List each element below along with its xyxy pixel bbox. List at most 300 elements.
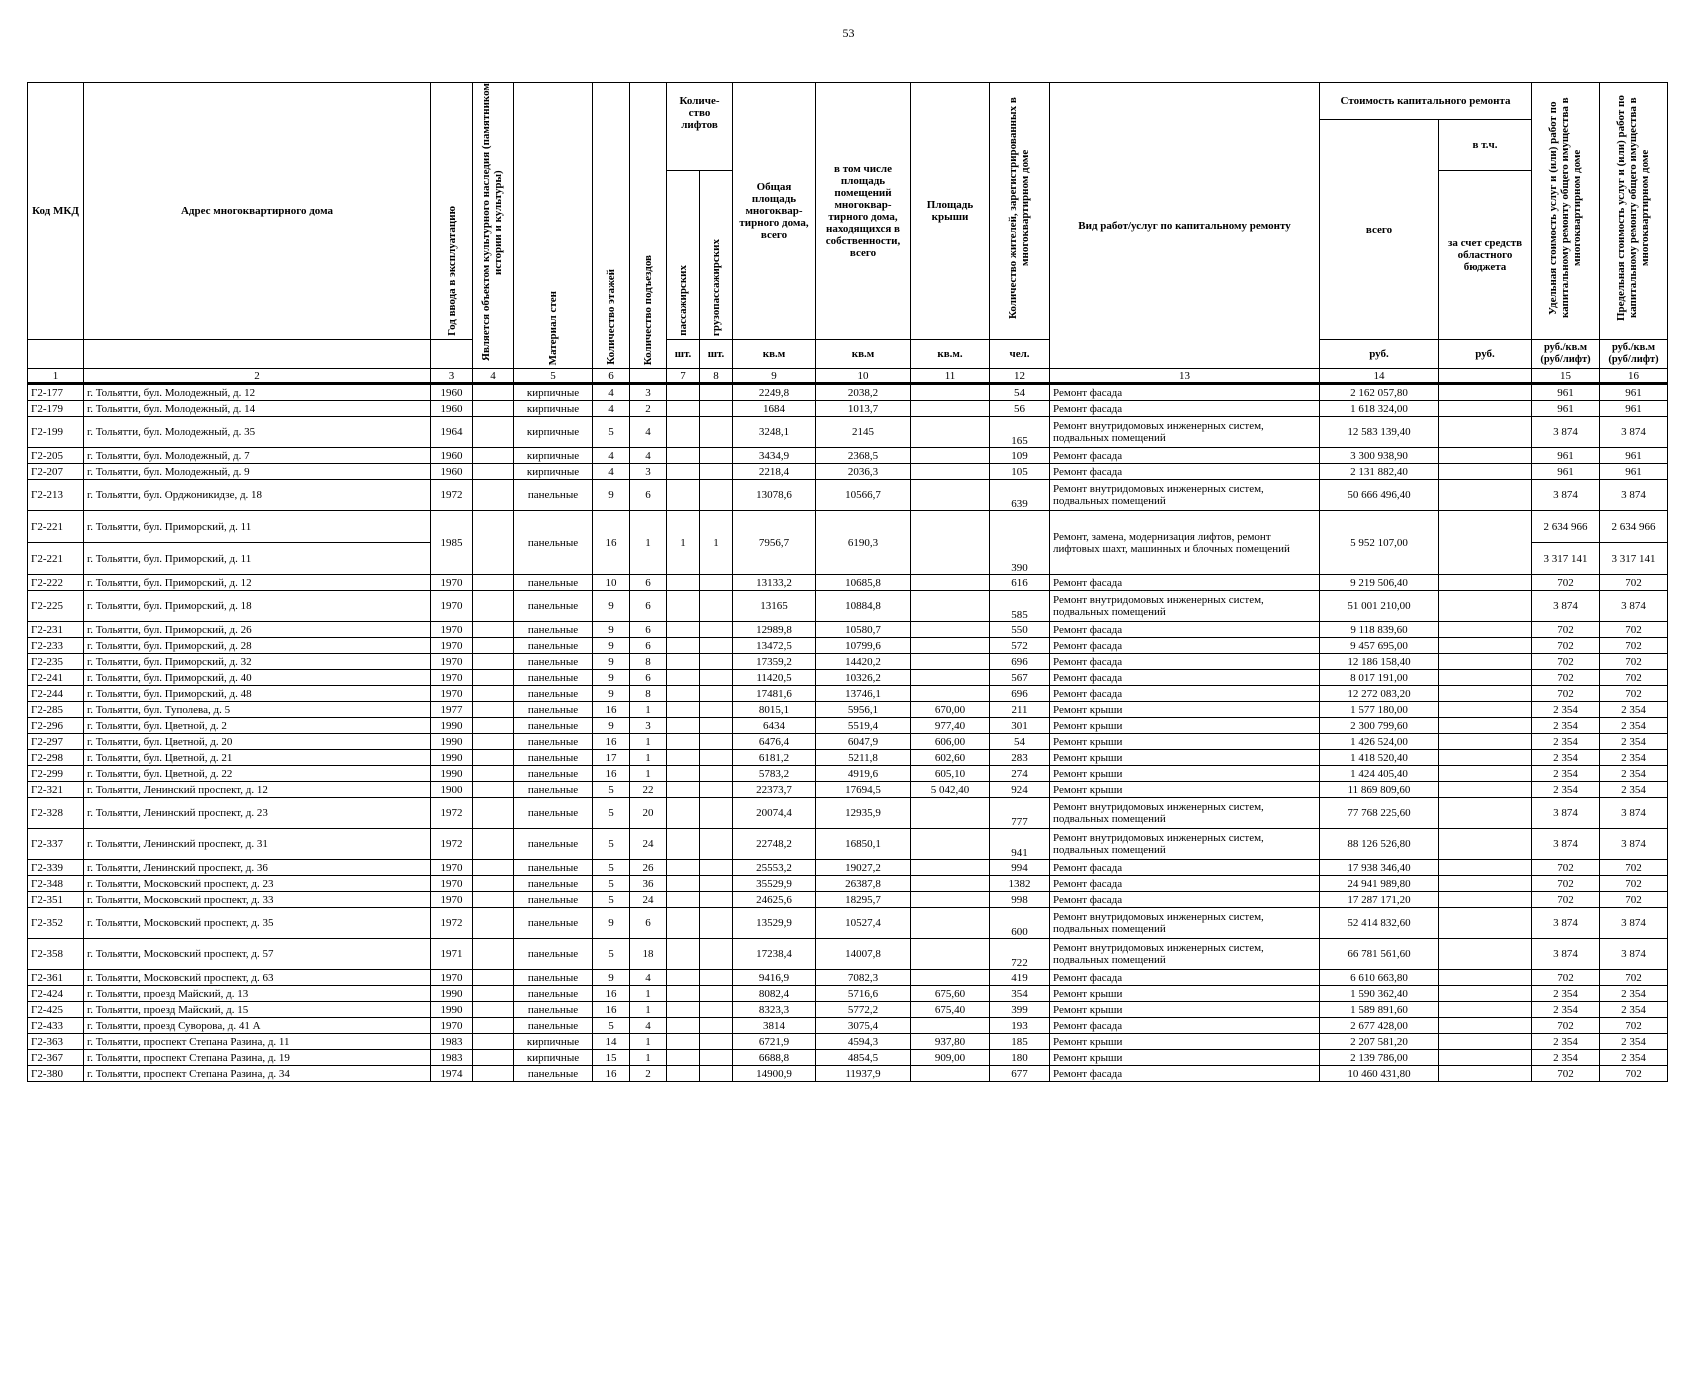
cell-lifts-pass — [667, 829, 700, 860]
cell-work-type: Ремонт внутридомовых инженерных систем, подвальных помещений — [1050, 908, 1320, 939]
cell-residents: 185 — [990, 1034, 1050, 1050]
cell-unit-cost: 2 354 — [1532, 750, 1600, 766]
cell-year: 1960 — [431, 464, 473, 480]
cell-roof-area: 977,40 — [911, 718, 990, 734]
cell-floors: 5 — [593, 892, 630, 908]
header-residents: Количество жителей, зарегистрированных в многоквартирном доме — [1006, 97, 1031, 319]
cell-lifts-cargo — [700, 591, 733, 622]
table-row — [28, 401, 1668, 417]
cell-walls: панельные — [514, 670, 593, 686]
cell-entrances: 3 — [630, 464, 667, 480]
cell-year: 1970 — [431, 638, 473, 654]
cell-cost-regional — [1439, 829, 1532, 860]
cell-owned-area: 5772,2 — [816, 1002, 911, 1018]
cell-unit-cost: 702 — [1532, 575, 1600, 591]
cell-floors: 9 — [593, 654, 630, 670]
table-row — [28, 638, 1668, 654]
cell-address: г. Тольятти, проезд Майский, д. 15 — [84, 1002, 431, 1018]
cell-code: Г2-296 — [28, 718, 84, 734]
cell-unit-cost: 2 354 — [1532, 734, 1600, 750]
cell-floors: 16 — [593, 1002, 630, 1018]
cell-year: 1970 — [431, 970, 473, 986]
cell-roof-area — [911, 829, 990, 860]
cell-max-cost: 702 — [1600, 876, 1668, 892]
table-row — [28, 782, 1668, 798]
cell-owned-area: 6190,3 — [816, 511, 911, 575]
table-row — [28, 654, 1668, 670]
cell-unit-cost: 961 — [1532, 401, 1600, 417]
cell-max-cost: 702 — [1600, 686, 1668, 702]
cell-walls: кирпичные — [514, 1050, 593, 1066]
cell-lifts-pass — [667, 798, 700, 829]
cell-unit-cost: 961 — [1532, 464, 1600, 480]
cell-code: Г2-241 — [28, 670, 84, 686]
header-lifts: Количе-ство лифтов — [667, 83, 733, 171]
cell-owned-area: 10566,7 — [816, 480, 911, 511]
cell-unit-cost: 702 — [1532, 686, 1600, 702]
cell-unit-cost: 702 — [1532, 670, 1600, 686]
unit-per-sqm-1: руб./кв.м (руб/лифт) — [1532, 340, 1600, 369]
cell-total-area: 6434 — [733, 718, 816, 734]
table-row — [28, 860, 1668, 876]
cell-heritage — [473, 860, 514, 876]
cell-residents: 639 — [990, 480, 1050, 511]
cell-heritage — [473, 1018, 514, 1034]
cell-lifts-cargo — [700, 782, 733, 798]
cell-cost-total: 9 118 839,60 — [1320, 622, 1439, 638]
cell-max-cost: 2 354 — [1600, 734, 1668, 750]
cell-total-area: 22373,7 — [733, 782, 816, 798]
unit-per-sqm-2: руб./кв.м (руб/лифт) — [1600, 340, 1668, 369]
cell-residents: 696 — [990, 654, 1050, 670]
cell-max-cost: 961 — [1600, 384, 1668, 401]
cell-code: Г2-233 — [28, 638, 84, 654]
cell-total-area: 7956,7 — [733, 511, 816, 575]
cell-cost-total: 12 583 139,40 — [1320, 417, 1439, 448]
cell-total-area: 6476,4 — [733, 734, 816, 750]
cell-lifts-cargo — [700, 401, 733, 417]
cell-owned-area: 5519,4 — [816, 718, 911, 734]
table-row — [28, 417, 1668, 448]
cell-address: г. Тольятти, бул. Приморский, д. 32 — [84, 654, 431, 670]
cell-floors: 9 — [593, 718, 630, 734]
col-number: 5 — [514, 369, 593, 384]
cell-total-area: 8323,3 — [733, 1002, 816, 1018]
header-owned-area: в том числе площадь помещений многоквар-тирного дома, находящихся в собственности, всего — [816, 83, 911, 340]
cell-cost-regional — [1439, 734, 1532, 750]
cell-year: 1974 — [431, 1066, 473, 1082]
cell-cost-total: 2 677 428,00 — [1320, 1018, 1439, 1034]
cell-unit-cost: 3 874 — [1532, 591, 1600, 622]
col-number: 15 — [1532, 369, 1600, 384]
table-row — [28, 750, 1668, 766]
cell-residents: 994 — [990, 860, 1050, 876]
col-number: 9 — [733, 369, 816, 384]
cell-cost-regional — [1439, 638, 1532, 654]
col-number: 1 — [28, 369, 84, 384]
cell-roof-area: 675,60 — [911, 986, 990, 1002]
cell-floors: 9 — [593, 591, 630, 622]
cell-code: Г2-207 — [28, 464, 84, 480]
cell-cost-total: 51 001 210,00 — [1320, 591, 1439, 622]
cell-max-cost: 2 354 — [1600, 750, 1668, 766]
cell-lifts-cargo — [700, 670, 733, 686]
cell-cost-regional — [1439, 970, 1532, 986]
cell-unit-cost: 2 354 — [1532, 782, 1600, 798]
header-address: Адрес многоквартирного дома — [84, 83, 431, 340]
cell-residents: 696 — [990, 686, 1050, 702]
cell-total-area: 24625,6 — [733, 892, 816, 908]
cell-cost-regional — [1439, 750, 1532, 766]
table-body-b — [28, 575, 1668, 1082]
cell-entrances: 36 — [630, 876, 667, 892]
cell-lifts-cargo — [700, 892, 733, 908]
cell-lifts-cargo — [700, 766, 733, 782]
cell-max-cost: 702 — [1600, 1018, 1668, 1034]
cell-roof-area — [911, 511, 990, 575]
cell-code: Г2-299 — [28, 766, 84, 782]
cell-heritage — [473, 702, 514, 718]
cell-address: г. Тольятти, проспект Степана Разина, д. 34 — [84, 1066, 431, 1082]
cell-total-area: 6721,9 — [733, 1034, 816, 1050]
unit-area-2: кв.м — [816, 340, 911, 369]
unit-pcs-1: шт. — [667, 340, 700, 369]
cell-cost-total: 88 126 526,80 — [1320, 829, 1439, 860]
cell-roof-area: 5 042,40 — [911, 782, 990, 798]
cell-address: г. Тольятти, бул. Молодежный, д. 14 — [84, 401, 431, 417]
cell-cost-regional — [1439, 718, 1532, 734]
cell-total-area: 2249,8 — [733, 384, 816, 401]
cell-code: Г2-380 — [28, 1066, 84, 1082]
cell-total-area: 2218,4 — [733, 464, 816, 480]
cell-address: г. Тольятти, бул. Орджоникидзе, д. 18 — [84, 480, 431, 511]
cell-work-type: Ремонт фасада — [1050, 638, 1320, 654]
cell-max-cost: 961 — [1600, 401, 1668, 417]
cell-owned-area: 17694,5 — [816, 782, 911, 798]
cell-total-area: 22748,2 — [733, 829, 816, 860]
cell-work-type: Ремонт внутридомовых инженерных систем, подвальных помещений — [1050, 591, 1320, 622]
cell-max-cost: 2 354 — [1600, 1002, 1668, 1018]
cell-code: Г2-297 — [28, 734, 84, 750]
cell-max-cost: 702 — [1600, 860, 1668, 876]
cell-floors: 10 — [593, 575, 630, 591]
cell-max-cost: 2 354 — [1600, 766, 1668, 782]
cell-unit-cost: 2 354 — [1532, 702, 1600, 718]
cell-owned-area: 4594,3 — [816, 1034, 911, 1050]
cell-lifts-pass — [667, 448, 700, 464]
cell-heritage — [473, 654, 514, 670]
cell-lifts-cargo — [700, 986, 733, 1002]
cell-unit-cost: 3 874 — [1532, 480, 1600, 511]
cell-total-area: 12989,8 — [733, 622, 816, 638]
cell-total-area: 9416,9 — [733, 970, 816, 986]
cell-floors: 9 — [593, 908, 630, 939]
cell-lifts-pass — [667, 638, 700, 654]
cell-address: г. Тольятти, бул. Приморский, д. 12 — [84, 575, 431, 591]
cell-code: Г2-361 — [28, 970, 84, 986]
table-row — [28, 686, 1668, 702]
cell-owned-area: 14007,8 — [816, 939, 911, 970]
cell-residents: 390 — [990, 511, 1050, 575]
cell-roof-area — [911, 384, 990, 401]
cell-owned-area: 10580,7 — [816, 622, 911, 638]
cell-floors: 15 — [593, 1050, 630, 1066]
cell-floors: 9 — [593, 670, 630, 686]
cell-address: г. Тольятти, Ленинский проспект, д. 12 — [84, 782, 431, 798]
cell-entrances: 1 — [630, 766, 667, 782]
cell-total-area: 8015,1 — [733, 702, 816, 718]
cell-walls: панельные — [514, 480, 593, 511]
cell-cost-total: 1 577 180,00 — [1320, 702, 1439, 718]
cell-owned-area: 12935,9 — [816, 798, 911, 829]
cell-walls: панельные — [514, 892, 593, 908]
cell-work-type: Ремонт крыши — [1050, 782, 1320, 798]
cell-roof-area — [911, 892, 990, 908]
table-row — [28, 1034, 1668, 1050]
cell-max-cost: 3 874 — [1600, 829, 1668, 860]
cell-roof-area — [911, 575, 990, 591]
cell-total-area: 11420,5 — [733, 670, 816, 686]
cell-cost-total: 8 017 191,00 — [1320, 670, 1439, 686]
cell-residents: 616 — [990, 575, 1050, 591]
header-year: Год ввода в эксплуатацию — [445, 206, 458, 336]
cell-cost-regional — [1439, 860, 1532, 876]
cell-max-cost: 702 — [1600, 575, 1668, 591]
col-number: 16 — [1600, 369, 1668, 384]
cell-cost-regional — [1439, 1066, 1532, 1082]
cell-code: Г2-337 — [28, 829, 84, 860]
cell-year: 1970 — [431, 1018, 473, 1034]
cell-unit-cost: 702 — [1532, 638, 1600, 654]
table-row — [28, 384, 1668, 401]
table-row — [28, 702, 1668, 718]
cell-owned-area: 4919,6 — [816, 766, 911, 782]
col-number: 3 — [431, 369, 473, 384]
cell-heritage — [473, 575, 514, 591]
cell-roof-area: 602,60 — [911, 750, 990, 766]
cell-work-type: Ремонт фасада — [1050, 401, 1320, 417]
col-number: 11 — [911, 369, 990, 384]
table-row — [28, 464, 1668, 480]
cell-lifts-pass — [667, 766, 700, 782]
cell-owned-area: 2038,2 — [816, 384, 911, 401]
col-number: 7 — [667, 369, 700, 384]
cell-entrances: 6 — [630, 908, 667, 939]
unit-rub-2: руб. — [1439, 340, 1532, 369]
cell-code: Г2-199 — [28, 417, 84, 448]
cell-unit-cost: 702 — [1532, 622, 1600, 638]
cell-cost-total: 50 666 496,40 — [1320, 480, 1439, 511]
cell-year: 1970 — [431, 892, 473, 908]
cell-lifts-cargo — [700, 575, 733, 591]
cell-entrances: 4 — [630, 970, 667, 986]
cell-floors: 4 — [593, 448, 630, 464]
cell-max-cost: 3 317 141 — [1600, 543, 1668, 575]
cell-owned-area: 16850,1 — [816, 829, 911, 860]
cell-residents: 924 — [990, 782, 1050, 798]
cell-roof-area — [911, 448, 990, 464]
cell-walls: панельные — [514, 1002, 593, 1018]
cell-lifts-pass — [667, 384, 700, 401]
cell-roof-area — [911, 970, 990, 986]
table-row — [28, 798, 1668, 829]
cell-cost-regional — [1439, 622, 1532, 638]
cell-address: г. Тольятти, проспект Степана Разина, д. 11 — [84, 1034, 431, 1050]
cell-year: 1972 — [431, 908, 473, 939]
cell-floors: 14 — [593, 1034, 630, 1050]
cell-cost-total: 1 424 405,40 — [1320, 766, 1439, 782]
cell-address: г. Тольятти, бул. Приморский, д. 28 — [84, 638, 431, 654]
cell-work-type: Ремонт фасада — [1050, 892, 1320, 908]
cell-heritage — [473, 480, 514, 511]
cell-cost-total: 12 272 083,20 — [1320, 686, 1439, 702]
cell-lifts-pass — [667, 718, 700, 734]
col-number: 4 — [473, 369, 514, 384]
cell-code: Г2-222 — [28, 575, 84, 591]
cell-lifts-cargo — [700, 876, 733, 892]
cell-year: 1970 — [431, 575, 473, 591]
cell-owned-area: 2145 — [816, 417, 911, 448]
cell-cost-total: 2 207 581,20 — [1320, 1034, 1439, 1050]
cell-entrances: 18 — [630, 939, 667, 970]
cell-code: Г2-433 — [28, 1018, 84, 1034]
cell-cost-total: 10 460 431,80 — [1320, 1066, 1439, 1082]
cell-residents: 941 — [990, 829, 1050, 860]
table-row — [28, 1066, 1668, 1082]
cell-residents: 109 — [990, 448, 1050, 464]
cell-code: Г2-367 — [28, 1050, 84, 1066]
cell-heritage — [473, 766, 514, 782]
unit-pcs-2: шт. — [700, 340, 733, 369]
cell-year: 1970 — [431, 622, 473, 638]
cell-walls: панельные — [514, 591, 593, 622]
cell-lifts-cargo — [700, 654, 733, 670]
cell-floors: 17 — [593, 750, 630, 766]
cell-walls: кирпичные — [514, 401, 593, 417]
cell-work-type: Ремонт крыши — [1050, 1002, 1320, 1018]
cell-walls: панельные — [514, 860, 593, 876]
cell-code: Г2-221 — [28, 543, 84, 575]
cell-owned-area: 2036,3 — [816, 464, 911, 480]
cell-owned-area: 11937,9 — [816, 1066, 911, 1082]
cell-work-type: Ремонт внутридомовых инженерных систем, подвальных помещений — [1050, 939, 1320, 970]
col-number: 10 — [816, 369, 911, 384]
cell-lifts-cargo — [700, 939, 733, 970]
cell-floors: 5 — [593, 939, 630, 970]
cell-residents: 419 — [990, 970, 1050, 986]
cell-year: 1990 — [431, 750, 473, 766]
cell-unit-cost: 2 354 — [1532, 766, 1600, 782]
cell-roof-area: 605,10 — [911, 766, 990, 782]
cell-work-type: Ремонт фасада — [1050, 876, 1320, 892]
cell-cost-total: 66 781 561,60 — [1320, 939, 1439, 970]
cell-entrances: 6 — [630, 622, 667, 638]
cell-address: г. Тольятти, бул. Приморский, д. 40 — [84, 670, 431, 686]
cell-heritage — [473, 511, 514, 575]
cell-roof-area — [911, 670, 990, 686]
cell-heritage — [473, 448, 514, 464]
cell-max-cost: 3 874 — [1600, 939, 1668, 970]
cell-roof-area — [911, 1066, 990, 1082]
cell-owned-area: 19027,2 — [816, 860, 911, 876]
cell-entrances: 3 — [630, 718, 667, 734]
cell-cost-total: 11 869 809,60 — [1320, 782, 1439, 798]
cell-code: Г2-225 — [28, 591, 84, 622]
cell-floors: 9 — [593, 622, 630, 638]
cell-max-cost: 3 874 — [1600, 417, 1668, 448]
cell-roof-area — [911, 876, 990, 892]
cell-roof-area: 675,40 — [911, 1002, 990, 1018]
capital-repair-table — [27, 82, 1668, 1082]
cell-residents: 585 — [990, 591, 1050, 622]
cell-owned-area: 10884,8 — [816, 591, 911, 622]
cell-heritage — [473, 718, 514, 734]
cell-year: 1972 — [431, 829, 473, 860]
cell-owned-area: 5716,6 — [816, 986, 911, 1002]
cell-lifts-pass — [667, 670, 700, 686]
cell-heritage — [473, 829, 514, 860]
cell-lifts-cargo — [700, 702, 733, 718]
cell-address: г. Тольятти, бул. Приморский, д. 26 — [84, 622, 431, 638]
cell-total-area: 13133,2 — [733, 575, 816, 591]
cell-walls: панельные — [514, 1066, 593, 1082]
cell-cost-total: 2 162 057,80 — [1320, 384, 1439, 401]
cell-lifts-cargo — [700, 384, 733, 401]
cell-max-cost: 2 354 — [1600, 1050, 1668, 1066]
cell-heritage — [473, 1066, 514, 1082]
cell-heritage — [473, 908, 514, 939]
cell-owned-area: 7082,3 — [816, 970, 911, 986]
cell-floors: 4 — [593, 401, 630, 417]
cell-lifts-pass — [667, 417, 700, 448]
cell-lifts-cargo — [700, 860, 733, 876]
cell-year: 1964 — [431, 417, 473, 448]
cell-year: 1971 — [431, 939, 473, 970]
table-body-lift — [28, 511, 1668, 575]
cell-address: г. Тольятти, бул. Молодежный, д. 35 — [84, 417, 431, 448]
cell-code: Г2-221 — [28, 511, 84, 543]
cell-roof-area — [911, 939, 990, 970]
cell-lifts-pass — [667, 686, 700, 702]
cell-walls: кирпичные — [514, 464, 593, 480]
cell-cost-total: 3 300 938,90 — [1320, 448, 1439, 464]
cell-unit-cost: 961 — [1532, 384, 1600, 401]
cell-heritage — [473, 939, 514, 970]
cell-floors: 5 — [593, 1018, 630, 1034]
cell-cost-regional — [1439, 908, 1532, 939]
cell-lifts-cargo — [700, 908, 733, 939]
cell-owned-area: 2368,5 — [816, 448, 911, 464]
cell-cost-total: 52 414 832,60 — [1320, 908, 1439, 939]
unit-area-1: кв.м — [733, 340, 816, 369]
cell-lifts-pass — [667, 401, 700, 417]
cell-address: г. Тольятти, бул. Молодежный, д. 9 — [84, 464, 431, 480]
cell-walls: кирпичные — [514, 384, 593, 401]
cell-walls: панельные — [514, 750, 593, 766]
cell-lifts-pass — [667, 1066, 700, 1082]
cell-entrances: 1 — [630, 734, 667, 750]
cell-walls: панельные — [514, 1018, 593, 1034]
cell-code: Г2-328 — [28, 798, 84, 829]
cell-unit-cost: 702 — [1532, 970, 1600, 986]
cell-max-cost: 702 — [1600, 1066, 1668, 1082]
cell-total-area: 3434,9 — [733, 448, 816, 464]
cell-max-cost: 2 354 — [1600, 782, 1668, 798]
cell-year: 1990 — [431, 718, 473, 734]
col-number — [630, 369, 667, 384]
cell-max-cost: 2 354 — [1600, 1034, 1668, 1050]
cell-cost-regional — [1439, 939, 1532, 970]
